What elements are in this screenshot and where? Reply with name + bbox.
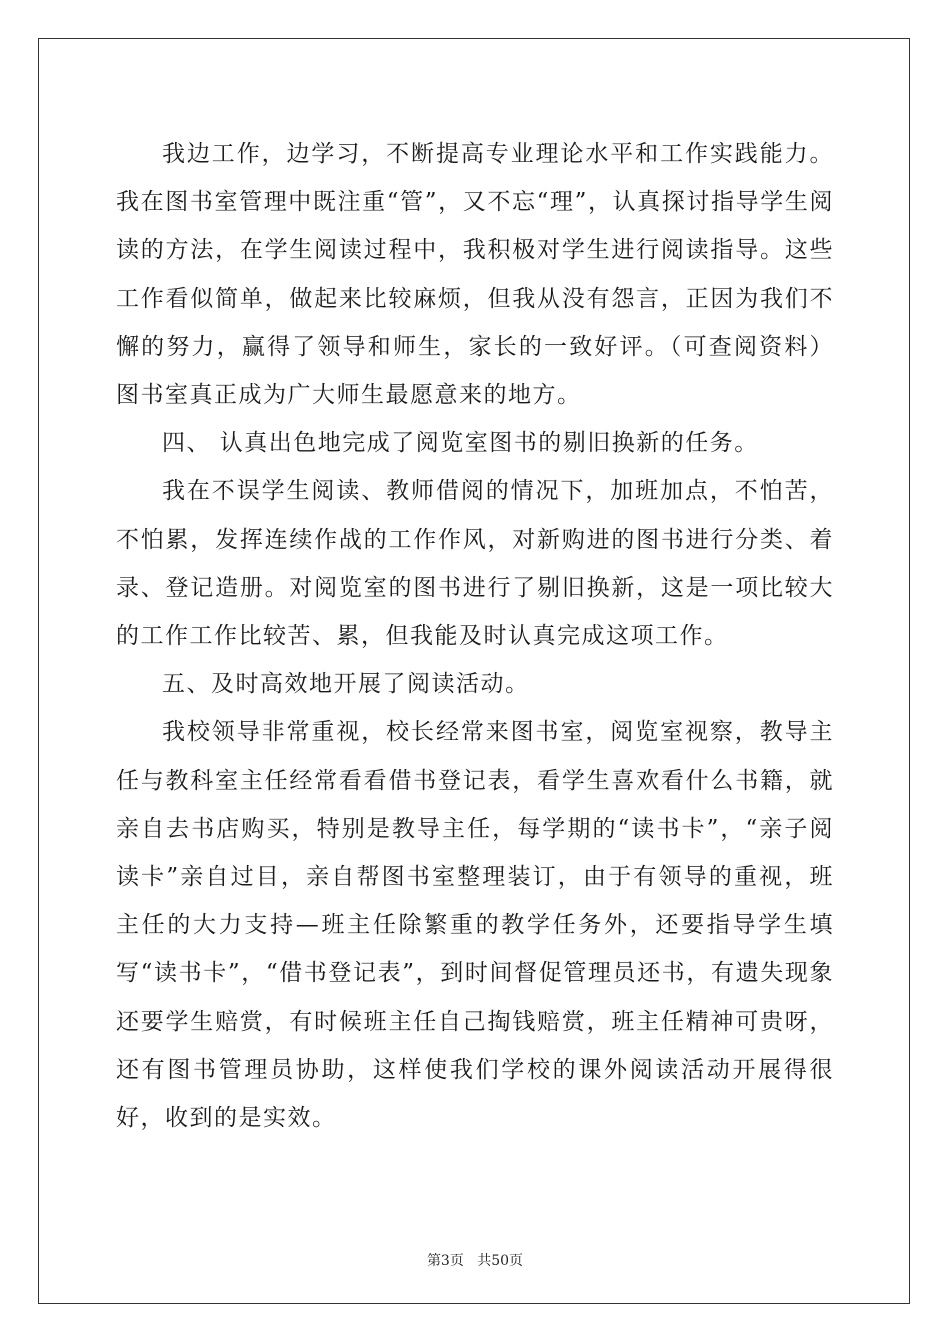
heading-section-five: 五、及时高效地开展了阅读活动。 <box>162 671 530 698</box>
paragraph-reading-activities: 我校领导非常重视，校长经常来图书室，阅览室视察，教导主任与教科室主任经常看看借书登记表，看学生喜欢看什么书籍，就亲自去书店购买，特别是教导主任，每学期的“读书卡”，“亲子阅读卡”亲自过目，亲自帮图书室整理装订，由于有领导的重视，班主任的大力支持—班主任除繁重的教学任务外，还要指导学生填写“读书卡”，“借书登记表”，到时间督促管理员还书，有遗失现象还要学生赔赏，有时候班主任自己掏钱赔赏，班主任精神可贵呀，还有图书管理员协助，这样使我们学校的课外阅读活动开展得很好，收到的是实效。 <box>116 719 834 1132</box>
page-total: 共50页 <box>477 1253 524 1269</box>
paragraph-work-study: 我边工作，边学习，不断提高专业理论水平和工作实践能力。我在图书室管理中既注重“管”，又不忘“理”，认真探讨指导学生阅读的方法，在学生阅读过程中，我积极对学生进行阅读指导。这些工作看似简单，做起来比较麻烦，但我从没有怨言，正因为我们不懈的努力，赢得了领导和师生，家长的一致好评。（可查阅资料）图书室真正成为广大师生最愿意来的地方。 <box>116 141 834 409</box>
page-number: 第3页 <box>426 1253 464 1269</box>
heading-section-four: 四、 认真出色地完成了阅览室图书的剔旧换新的任务。 <box>162 430 759 457</box>
document-body <box>116 130 834 1142</box>
paragraph-book-renewal: 我在不误学生阅读、教师借阅的情况下，加班加点，不怕苦，不怕累，发挥连续作战的工作作风，对新购进的图书进行分类、着录、登记造册。对阅览室的图书进行了剔旧换新，这是一项比较大的工作工作比较苦、累，但我能及时认真完成这项工作。 <box>116 478 834 650</box>
page-footer <box>0 1250 950 1270</box>
